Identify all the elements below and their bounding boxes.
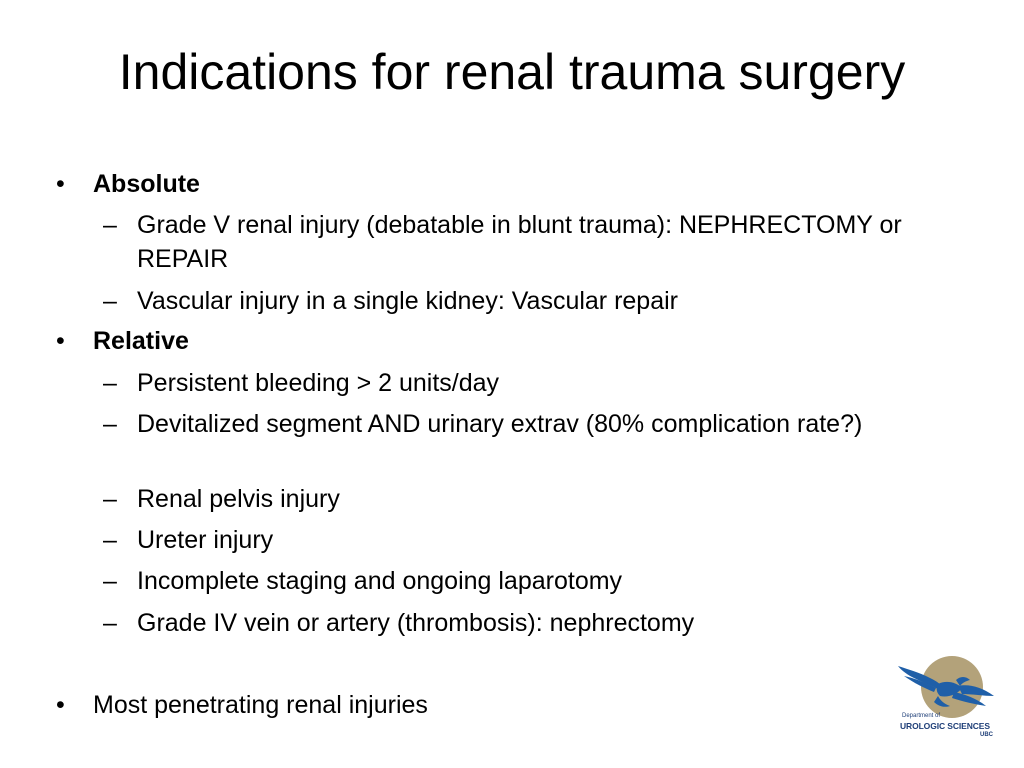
bullet-heading-absolute: Absolute bbox=[93, 170, 200, 198]
logo-department-label: Department of bbox=[902, 713, 941, 719]
dash-marker: – bbox=[103, 526, 117, 554]
bullet-marker: • bbox=[56, 170, 65, 198]
sub-item-text: Renal pelvis injury bbox=[137, 485, 340, 513]
sub-item bbox=[103, 208, 983, 276]
sub-item-text: Vascular injury in a single kidney: Vascular repair bbox=[137, 287, 678, 315]
dash-marker: – bbox=[103, 211, 117, 239]
dash-marker: – bbox=[103, 410, 117, 438]
dash-marker: – bbox=[103, 369, 117, 397]
sub-item-text: Incomplete staging and ongoing laparotomy bbox=[137, 567, 623, 595]
department-logo bbox=[896, 656, 1000, 744]
dash-marker: – bbox=[103, 287, 117, 315]
dash-marker: – bbox=[103, 609, 117, 637]
bullet-text-final: Most penetrating renal injuries bbox=[93, 691, 428, 719]
sub-item bbox=[103, 407, 983, 441]
bullet-marker: • bbox=[56, 691, 65, 719]
slide-title: Indications for renal trauma surgery bbox=[118, 44, 906, 100]
bullet-marker: • bbox=[56, 327, 65, 355]
sub-item bbox=[103, 523, 983, 557]
bullet-heading-relative: Relative bbox=[93, 327, 189, 355]
sub-item-text: Persistent bleeding > 2 units/day bbox=[137, 369, 500, 397]
sub-item-text: Grade IV vein or artery (thrombosis): nephrectomy bbox=[137, 609, 695, 637]
sub-item-text: Ureter injury bbox=[137, 526, 274, 554]
sub-item bbox=[103, 564, 983, 598]
eagle-emblem-icon bbox=[896, 656, 1000, 720]
dash-marker: – bbox=[103, 567, 117, 595]
sub-item-text: Devitalized segment AND urinary extrav (80% complication rate?) bbox=[137, 410, 863, 438]
sub-item bbox=[103, 606, 983, 640]
dash-marker: – bbox=[103, 485, 117, 513]
sub-item bbox=[103, 482, 983, 516]
logo-institution: UBC bbox=[980, 732, 993, 738]
sub-item bbox=[103, 284, 983, 318]
sub-item bbox=[103, 366, 983, 400]
logo-name: UROLOGIC SCIENCES bbox=[900, 721, 990, 731]
sub-item-text: Grade V renal injury (debatable in blunt trauma): NEPHRECTOMY or REPAIR bbox=[137, 211, 902, 273]
